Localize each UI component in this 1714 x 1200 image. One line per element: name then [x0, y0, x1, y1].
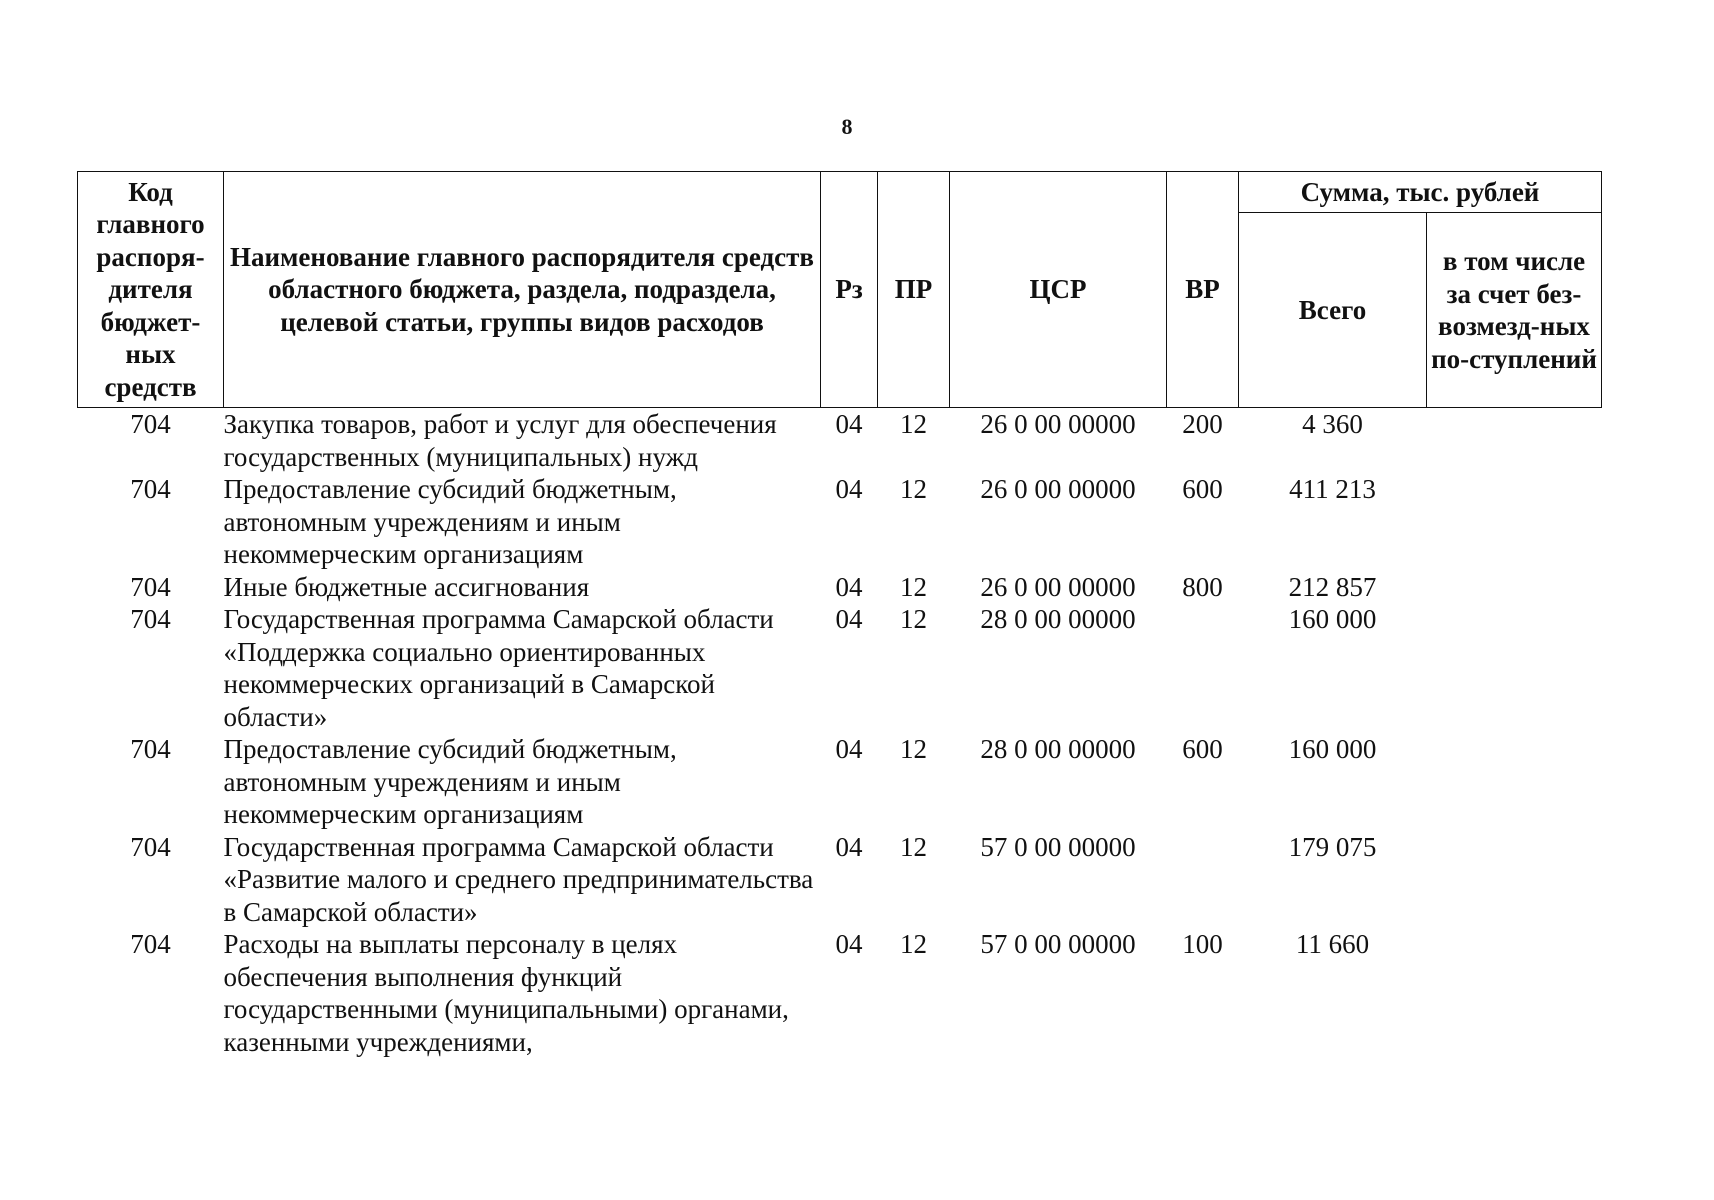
- cell-csr: 57 0 00 00000: [980, 929, 1136, 959]
- cell-vr: 800: [1182, 571, 1223, 602]
- cell-csr: 26 0 00 00000: [980, 474, 1136, 504]
- cell-pr: 12: [900, 604, 927, 634]
- table-row: [78, 928, 1602, 1058]
- cell-gratuitous: [1427, 603, 1602, 733]
- cell-gratuitous: [1427, 733, 1602, 831]
- table-row: [78, 408, 1602, 474]
- cell-vr: 100: [1182, 929, 1223, 959]
- cell-rz: 04: [835, 929, 863, 959]
- cell-pr: 12: [900, 571, 927, 602]
- cell-name: Государственная программа Самарской области «Развитие малого и среднего предпринимательства в Самарской области»: [223, 831, 814, 927]
- cell-vr: 200: [1182, 409, 1223, 439]
- header-sum-group: Сумма, тыс. рублей: [1239, 172, 1602, 213]
- cell-code: 704: [130, 409, 171, 439]
- cell-rz: 04: [835, 409, 863, 439]
- cell-pr: 12: [900, 831, 927, 862]
- table-row: [78, 733, 1602, 831]
- cell-code: 704: [130, 474, 171, 504]
- cell-vr: [1167, 831, 1239, 929]
- page-number: 8: [841, 114, 853, 139]
- cell-name: Государственная программа Самарской области «Поддержка социально ориентированных некоммерческих организаций в Самарской области»: [223, 604, 774, 732]
- header-total: Всего: [1239, 213, 1427, 408]
- cell-gratuitous: [1427, 928, 1602, 1058]
- cell-total: 160 000: [1288, 604, 1377, 634]
- cell-code: 704: [130, 604, 171, 634]
- cell-csr: 26 0 00 00000: [980, 409, 1136, 439]
- cell-total: 411 213: [1289, 474, 1376, 504]
- cell-name: Иные бюджетные ассигнования: [223, 571, 590, 602]
- cell-total: 212 857: [1288, 571, 1377, 602]
- cell-name: Предоставление субсидий бюджетным, автономным учреждениям и иным некоммерческим организациям: [223, 734, 677, 829]
- table-row: [78, 473, 1602, 571]
- cell-code: 704: [130, 929, 171, 959]
- cell-name: Предоставление субсидий бюджетным, автономным учреждениям и иным некоммерческим организациям: [223, 474, 677, 569]
- cell-vr: [1167, 603, 1239, 733]
- header-name: Наименование главного распорядителя средств областного бюджета, раздела, подраздела, целевой статьи, группы видов расходов: [224, 172, 821, 408]
- header-vr: ВР: [1167, 172, 1239, 408]
- cell-csr: 57 0 00 00000: [980, 831, 1136, 862]
- cell-code: 704: [130, 734, 171, 764]
- cell-csr: 28 0 00 00000: [980, 604, 1136, 634]
- cell-csr: 26 0 00 00000: [980, 571, 1136, 602]
- cell-pr: 12: [900, 474, 927, 504]
- cell-total: 4 360: [1302, 409, 1363, 439]
- cell-rz: 04: [835, 474, 863, 504]
- header-gratuitous: в том числе за счет без-возмезд-ных по-ступлений: [1427, 213, 1602, 408]
- header-pr: ПР: [878, 172, 950, 408]
- header-code: Код главного распоря-дителя бюджет-ных средств: [78, 172, 224, 408]
- cell-rz: 04: [835, 734, 863, 764]
- cell-rz: 04: [835, 571, 863, 602]
- cell-name: Расходы на выплаты персоналу в целях обеспечения выполнения функций государственными (муниципальными) органами, казенными учреждениями,: [223, 929, 789, 1057]
- header-csr: ЦСР: [950, 172, 1167, 408]
- cell-gratuitous: [1427, 571, 1602, 604]
- budget-table: [77, 171, 1602, 1058]
- table-row: [78, 603, 1602, 733]
- cell-code: 704: [130, 571, 171, 602]
- cell-rz: 04: [835, 604, 863, 634]
- cell-name: Закупка товаров, работ и услуг для обеспечения государственных (муниципальных) нужд: [223, 409, 777, 472]
- cell-code: 704: [130, 831, 171, 862]
- cell-pr: 12: [900, 929, 927, 959]
- cell-total: 11 660: [1295, 929, 1370, 959]
- cell-gratuitous: [1427, 831, 1602, 929]
- cell-total: 160 000: [1288, 734, 1377, 764]
- cell-csr: 28 0 00 00000: [980, 734, 1136, 764]
- table-row: [78, 571, 1602, 604]
- cell-rz: 04: [835, 831, 863, 862]
- cell-vr: 600: [1182, 474, 1223, 504]
- cell-gratuitous: [1427, 408, 1602, 474]
- cell-vr: 600: [1182, 734, 1223, 764]
- cell-pr: 12: [900, 409, 927, 439]
- cell-gratuitous: [1427, 473, 1602, 571]
- cell-pr: 12: [900, 734, 927, 764]
- table-row: [78, 831, 1602, 929]
- cell-total: 179 075: [1288, 831, 1377, 862]
- header-rz: Рз: [821, 172, 878, 408]
